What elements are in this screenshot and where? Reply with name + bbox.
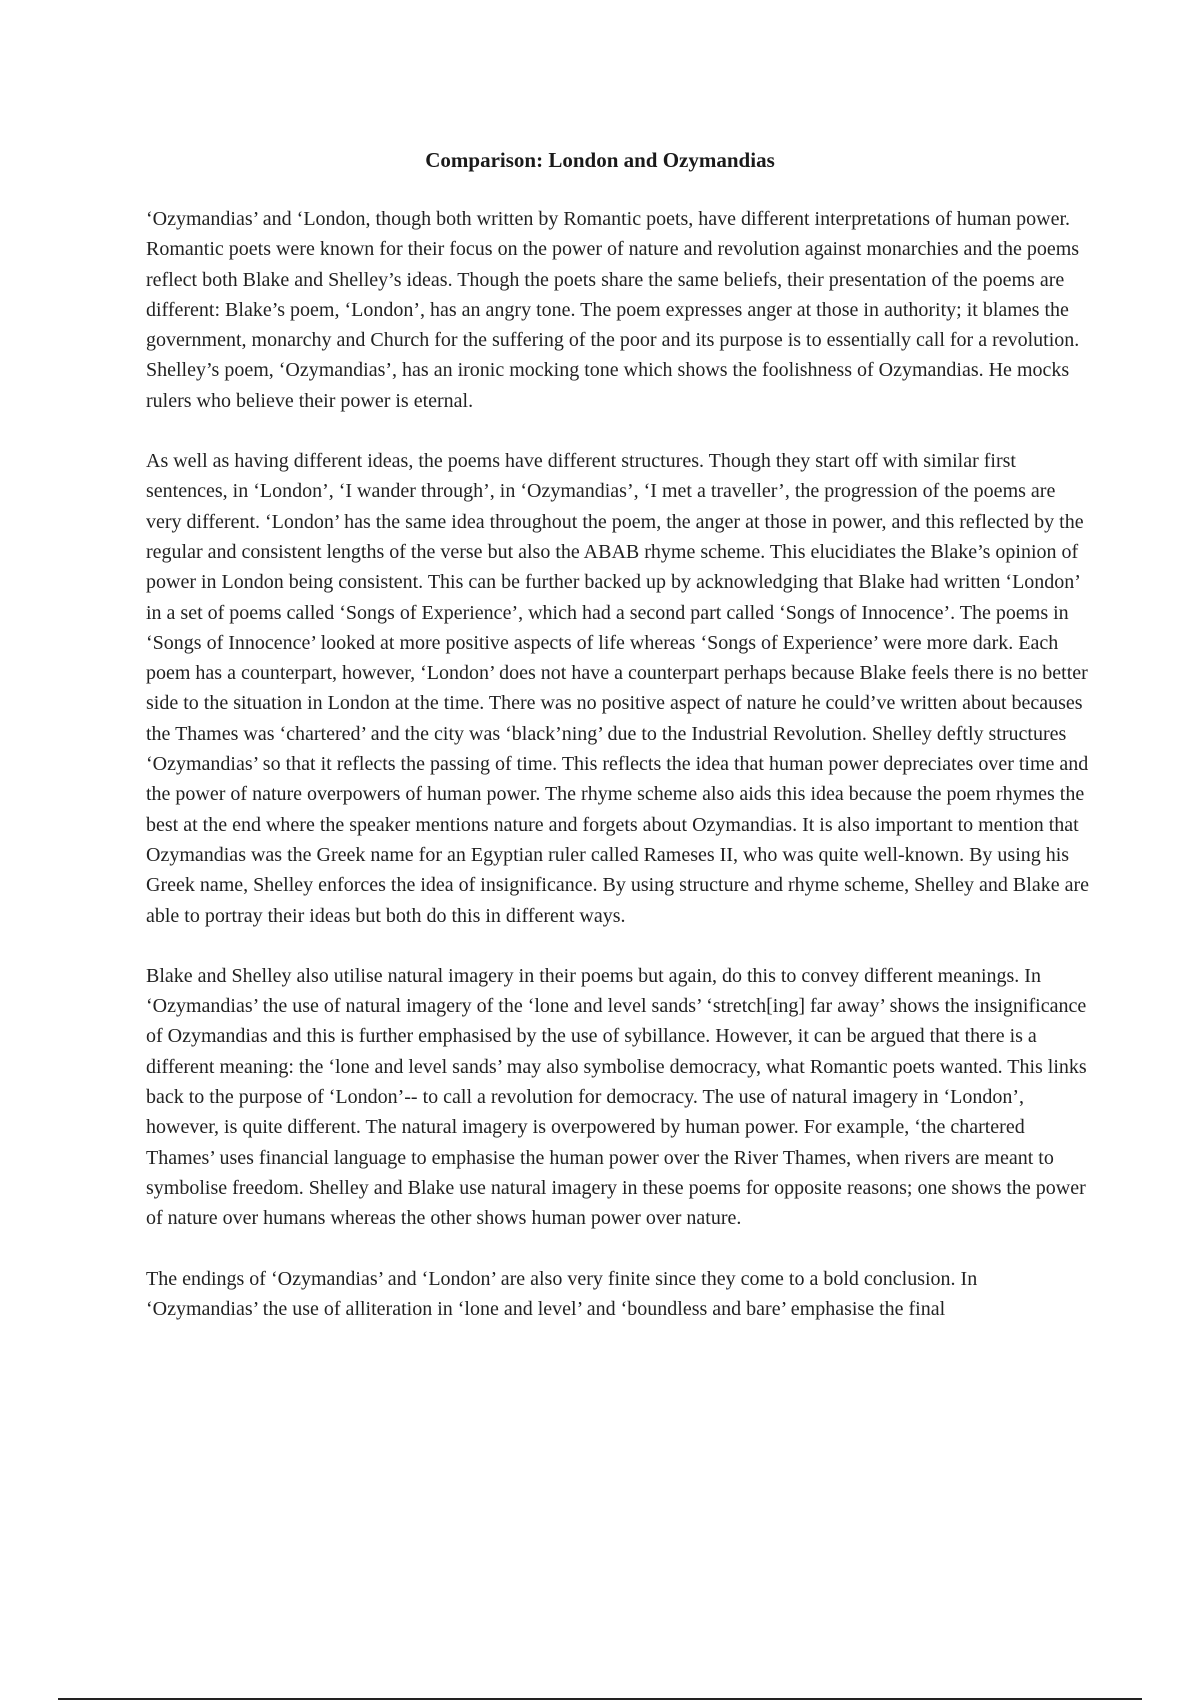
- paragraph-2: As well as having different ideas, the poems have different structures. Though they start off with similar first sentences, in ‘London’, ‘I wander through’, in ‘Ozymandias’, ‘I met a traveller’, the progression of the poems are very different. ‘London’ has the same idea throughout the poem, the anger at those in power, and this reflected by the regular and consistent lengths of the verse but also the ABAB rhyme scheme. This elucidiates the Blake’s opinion of power in London being consistent. This can be further backed up by acknowledging that Blake had written ‘London’ in a set of poems called ‘Songs of Experience’, which had a second part called ‘Songs of Innocence’. The poems in ‘Songs of Innocence’ looked at more positive aspects of life whereas ‘Songs of Experience’ were more dark. Each poem has a counterpart, however, ‘London’ does not have a counterpart perhaps because Blake feels there is no better side to the situation in London at the time. There was no positive aspect of nature he could’ve written about becauses the Thames was ‘chartered’ and the city was ‘black’ning’ due to the Industrial Revolution. Shelley deftly structures ‘Ozymandias’ so that it reflects the passing of time. This reflects the idea that human power depreciates over time and the power of nature overpowers of human power. The rhyme scheme also aids this idea because the poem rhymes the best at the end where the speaker mentions nature and forgets about Ozymandias. It is also important to mention that Ozymandias was the Greek name for an Egyptian ruler called Rameses II, who was quite well-known. By using his Greek name, Shelley enforces the idea of insignificance. By using structure and rhyme scheme, Shelley and Blake are able to portray their ideas but both do this in different ways.: [146, 450, 1089, 927]
- paragraph-4: The endings of ‘Ozymandias’ and ‘London’ are also very finite since they come to a bold conclusion. In ‘Ozymandias’ the use of alliteration in ‘lone and level’ and ‘boundless and bare’ emphasise the final: [146, 1267, 978, 1320]
- document-title: Comparison: London and Ozymandias: [425, 148, 775, 172]
- document-body: [146, 204, 1094, 1354]
- paragraph-1: ‘Ozymandias’ and ‘London, though both written by Romantic poets, have different interpretations of human power. Romantic poets were known for their focus on the power of nature and revolution against monarchies and the poems reflect both Blake and Shelley’s ideas. Though the poets share the same beliefs, their presentation of the poems are different: Blake’s poem, ‘London’, has an angry tone. The poem expresses anger at those in authority; it blames the government, monarchy and Church for the suffering of the poor and its purpose is to essentially call for a revolution. Shelley’s poem, ‘Ozymandias’, has an ironic mocking tone which shows the foolishness of Ozymandias. He mocks rulers who believe their power is eternal.: [146, 208, 1080, 412]
- paragraph-3: Blake and Shelley also utilise natural imagery in their poems but again, do this to convey different meanings. In ‘Ozymandias’ the use of natural imagery of the ‘lone and level sands’ ‘stretch[ing] far away’ shows the insignificance of Ozymandias and this is further emphasised by the use of sybillance. However, it can be argued that there is a different meaning: the ‘lone and level sands’ may also symbolise democracy, what Romantic poets wanted. This links back to the purpose of ‘London’-- to call a revolution for democracy. The use of natural imagery in ‘London’, however, is quite different. The natural imagery is overpowered by human power. For example, ‘the chartered Thames’ uses financial language to emphasise the human power over the River Thames, when rivers are meant to symbolise freedom. Shelley and Blake use natural imagery in these poems for opposite reasons; one shows the power of nature over humans whereas the other shows human power over nature.: [146, 964, 1087, 1230]
